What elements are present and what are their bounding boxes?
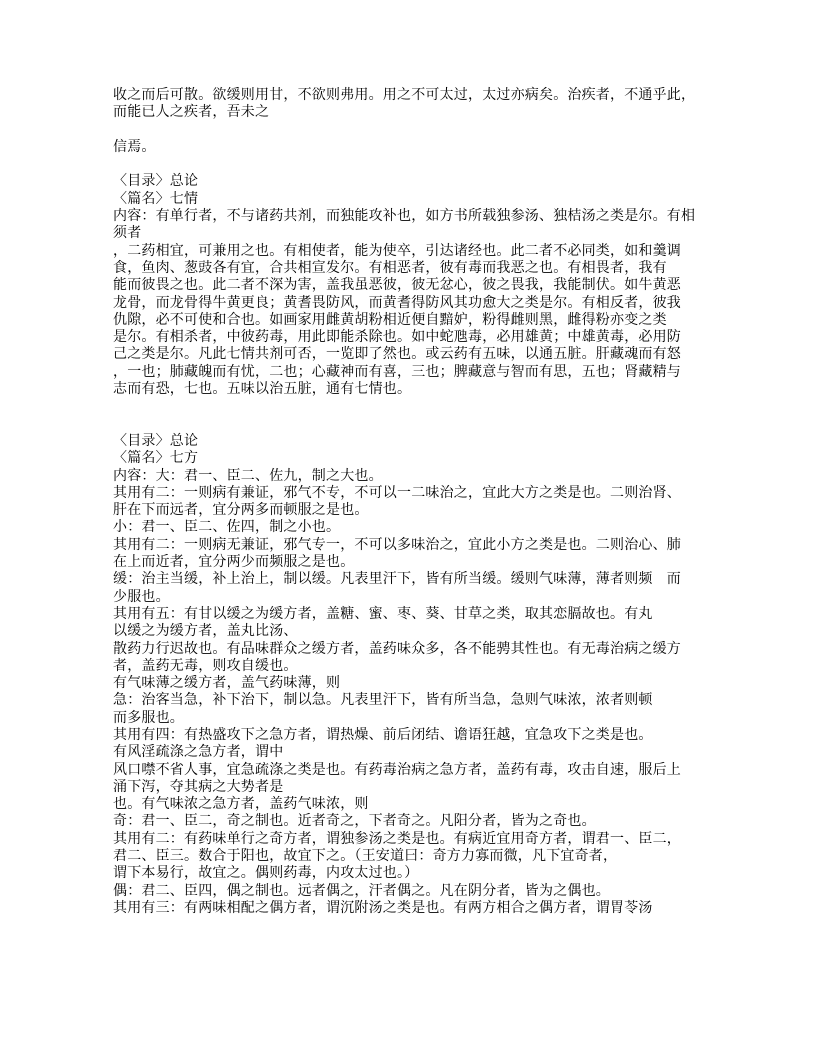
text-line: 偶：君二、臣四，偶之制也。远者偶之，汗者偶之。凡在阴分者，皆为之偶也。 bbox=[113, 883, 610, 899]
text-line: 在上而近者，宜分两少而频服之是也。 bbox=[113, 555, 355, 571]
text-line: 以缓之为缓方者，盖丸比汤、 bbox=[113, 624, 298, 640]
text-line: 小：君一、臣二、佐四，制之小也。 bbox=[113, 520, 341, 536]
text-line bbox=[113, 156, 713, 173]
text-line: 者，盖药无毒，则攻自缓也。 bbox=[113, 658, 298, 674]
text-line: 须者 bbox=[113, 226, 142, 242]
text-line bbox=[113, 122, 713, 139]
text-line: ，一也；肺藏魄而有忧，二也；心藏神而有喜，三也；脾藏意与智而有思，五也；肾藏精与 bbox=[113, 364, 681, 380]
text-line: 其用有四：有热盛攻下之急方者，谓热燥、前后闭结、谵语狂越，宜急攻下之类是也。 bbox=[113, 727, 653, 743]
text-line: 是尔。有相杀者，中彼药毒，用此即能杀除也。如中蛇虺毒，必用雄黄；中雄黄毒，必用防 bbox=[113, 330, 681, 346]
text-line: 少服也。 bbox=[113, 589, 170, 605]
text-line: 而多服也。 bbox=[113, 710, 184, 726]
text-line: 君二、臣三。数合于阳也，故宜下之。（王安道曰：奇方力寡而微，凡下宜奇者， bbox=[113, 849, 618, 865]
text-line: 〈目录〉总论 bbox=[113, 433, 199, 449]
text-line: 食，鱼肉、葱豉各有宜，合共相宣发尔。有相恶者，彼有毒而我恶之也。有相畏者，我有 bbox=[113, 260, 667, 276]
text-line: 〈篇名〉七方 bbox=[113, 451, 199, 467]
text-line bbox=[113, 416, 713, 433]
text-line: 急：治客当急，补下治下，制以急。凡表里汗下，皆有所当急，急则气味浓，浓者则顿 bbox=[113, 693, 653, 709]
text-line: 有气味薄之缓方者，盖气药味薄，则 bbox=[113, 676, 341, 692]
text-line: 风口噤不省人事，宜急疏涤之类是也。有药毒治病之急方者，盖药有毒，攻击自速，服后上 bbox=[113, 762, 681, 778]
text-line: 己之类是尔。凡此七情共剂可否，一览即了然也。或云药有五味，以通五脏。肝藏魂而有怒 bbox=[113, 347, 681, 363]
text-line bbox=[113, 398, 713, 415]
text-line: 内容：大：君一、臣二、佐九，制之大也。 bbox=[113, 468, 383, 484]
text-line: 奇：君一、臣二，奇之制也。近者奇之，下者奇之。凡阳分者，皆为之奇也。 bbox=[113, 814, 596, 830]
text-line: 内容：有单行者，不与诸药共剂，而独能攻补也，如方书所载独参汤、独桔汤之类是尔。有相 bbox=[113, 209, 696, 225]
text-line: 缓：治主当缓，补上治上，制以缓。凡表里汗下，皆有所当缓。缓则气味薄，薄者则频 而 bbox=[113, 572, 681, 588]
text-line: 〈篇名〉七情 bbox=[113, 191, 199, 207]
text-line: 其用有二：有药味单行之奇方者，谓独参汤之类是也。有病近宜用奇方者，谓君一、臣二， bbox=[113, 831, 681, 847]
text-line: 肝在下而远者，宜分两多而顿服之是也。 bbox=[113, 503, 369, 519]
text-line: 其用有二：一则病无兼证，邪气专一，不可以多味治之，宜此小方之类是也。二则治心、肺 bbox=[113, 537, 681, 553]
text-line: 收之而后可散。欲缓则用甘，不欲则弗用。用之不可太过，太过亦病矣。治疾者，不通乎此， bbox=[113, 88, 696, 103]
text-content bbox=[113, 87, 713, 917]
text-line: 〈目录〉总论 bbox=[113, 174, 199, 190]
text-line: 涌下泻，夺其病之大势者是 bbox=[113, 779, 284, 795]
text-line: 而能已人之疾者，吾未之 bbox=[113, 105, 270, 121]
text-line: 散药力行迟故也。有品味群众之缓方者，盖药味众多，各不能骋其性也。有无毒治病之缓方 bbox=[113, 641, 681, 657]
text-line: ，二药相宜，可兼用之也。有相使者，能为使卒，引达诸经也。此二者不必同类，如和羹调 bbox=[113, 243, 681, 259]
text-line: 也。有气味浓之急方者，盖药气味浓，则 bbox=[113, 797, 369, 813]
text-line: 信焉。 bbox=[113, 139, 156, 155]
text-line: 能而彼畏之也。此二者不深为害，盖我虽恶彼，彼无忿心，彼之畏我，我能制伏。如牛黄恶 bbox=[113, 278, 681, 294]
text-line: 有风淫疏涤之急方者，谓中 bbox=[113, 745, 284, 761]
text-line: 其用有三：有两味相配之偶方者，谓沉附汤之类是也。有两方相合之偶方者，谓胃苓汤 bbox=[113, 900, 653, 916]
text-line: 龙骨，而龙骨得牛黄更良；黄耆畏防风，而黄耆得防风其功愈大之类是尔。有相反者，彼我 bbox=[113, 295, 681, 311]
text-line: 仇隙，必不可使和合也。如画家用雌黄胡粉相近便自黯妒，粉得雌则黑，雌得粉亦变之类 bbox=[113, 312, 667, 328]
text-line: 其用有五：有甘以缓之为缓方者，盖糖、蜜、枣、葵、甘草之类，取其恋膈故也。有丸 bbox=[113, 606, 653, 622]
text-line: 谓下本易行，故宜之。偶则药毒，内攻太过也。） bbox=[113, 866, 419, 882]
text-line: 志而有恐，七也。五味以治五脏，通有七情也。 bbox=[113, 382, 412, 398]
text-line: 其用有二：一则病有兼证，邪气不专，不可以一二味治之，宜此大方之类是也。二则治肾、 bbox=[113, 485, 681, 501]
